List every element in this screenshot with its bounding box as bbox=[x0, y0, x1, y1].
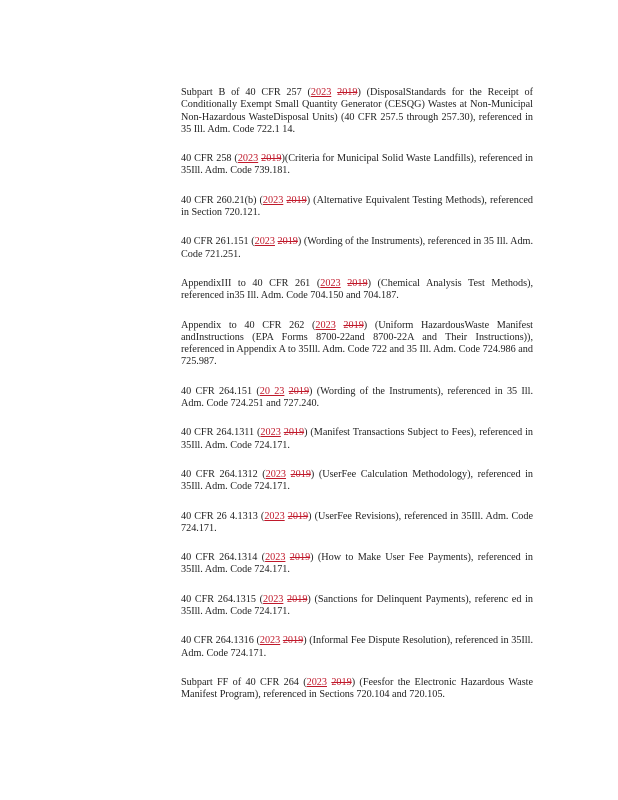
inserted-year: 2023 bbox=[263, 593, 284, 605]
deleted-year: 2019 bbox=[343, 319, 364, 331]
entry-text: ) (Chemical Analysis Test Methods), referenced in35 Ill. Adm. Code 704.150 and 704.187. bbox=[181, 277, 534, 302]
inserted-year: 2023 bbox=[306, 676, 327, 688]
reference-entry bbox=[181, 236, 533, 261]
deleted-year: 2019 bbox=[283, 427, 305, 439]
entry-text: Appendix to 40 CFR 262 ( bbox=[181, 319, 316, 331]
deleted-year: 2019 bbox=[261, 153, 282, 165]
inserted-year: 2023 bbox=[254, 236, 275, 248]
reference-entry bbox=[181, 427, 533, 452]
entry-text: )(Criteria for Municipal Solid Waste Landfills), referenced in 35Ill. Adm. Code 739.181. bbox=[181, 153, 533, 177]
entry-text: 40 CFR 264.151 ( bbox=[181, 385, 260, 397]
inserted-year: 20 23 bbox=[259, 385, 285, 397]
entry-text: 40 CFR 264.1315 ( bbox=[181, 593, 264, 605]
inserted-year: 2023 bbox=[315, 319, 336, 331]
reference-entry bbox=[181, 278, 533, 303]
inserted-year: 2023 bbox=[310, 87, 332, 98]
entry-text: ) (Sanctions for Delinquent Payments), referenc ed in 35Ill. Adm. Code 724.171. bbox=[181, 593, 534, 618]
reference-entry bbox=[181, 87, 533, 136]
reference-entry bbox=[181, 511, 533, 536]
deleted-year: 2019 bbox=[290, 468, 311, 480]
reference-entry bbox=[181, 677, 533, 702]
deleted-year: 2019 bbox=[277, 236, 298, 248]
entry-text: Subpart B of 40 CFR 257 ( bbox=[181, 87, 311, 98]
inserted-year: 2023 bbox=[320, 277, 341, 289]
entry-text: 40 CFR 264.1312 ( bbox=[181, 468, 266, 480]
inserted-year: 2023 bbox=[265, 468, 287, 480]
deleted-year: 2019 bbox=[289, 552, 311, 564]
inserted-year: 2023 bbox=[262, 194, 284, 206]
entry-text: 40 CFR 264.1311 ( bbox=[181, 427, 261, 439]
entry-text: ) (Manifest Transactions Subject to Fees), referenced in 35Ill. Adm. Code 724.171. bbox=[181, 427, 534, 451]
entry-text: ) (Wording of the Instruments), referenced in 35 Ill. Adm. Code 721.251. bbox=[181, 236, 534, 260]
inserted-year: 2023 bbox=[264, 510, 285, 522]
entry-text: 40 CFR 264.1316 ( bbox=[181, 635, 260, 647]
entry-text: ) (Uniform HazardousWaste Manifest andInstructions (EPA Forms 8700-22and 8700-22A and Their Instructions)), referenced in Appendix A to 35Ill. Adm. Code 722 and 35 Ill. Adm. Code 724.986 and 725.987. bbox=[181, 319, 533, 368]
entry-text: ) (Feesfor the Electronic Hazardous Waste Manifest Program), referenced in Sections 720.104 and 720.105. bbox=[181, 676, 534, 701]
deleted-year: 2019 bbox=[337, 87, 358, 98]
entry-text: ) (Alternative Equivalent Testing Methods), referenced in Section 720.121. bbox=[181, 194, 534, 219]
deleted-year: 2019 bbox=[282, 635, 304, 647]
reference-entry bbox=[181, 635, 533, 660]
reference-entry bbox=[181, 469, 533, 494]
reference-entry bbox=[181, 552, 533, 577]
deleted-year: 2019 bbox=[288, 385, 310, 397]
deleted-year: 2019 bbox=[331, 676, 352, 688]
reference-entry bbox=[181, 195, 533, 220]
entry-text: AppendixIII to 40 CFR 261 ( bbox=[181, 277, 321, 289]
reference-entry bbox=[181, 153, 533, 178]
entry-text: ) (Wording of the Instruments), referenced in 35 Ill. Adm. Code 724.251 and 727.240. bbox=[181, 385, 533, 410]
entry-text: 40 CFR 26 4.1313 ( bbox=[181, 510, 265, 522]
inserted-year: 2023 bbox=[265, 552, 286, 564]
inserted-year: 2023 bbox=[237, 153, 259, 165]
entry-text: ) (UserFee Calculation Methodology), referenced in 35Ill. Adm. Code 724.171. bbox=[181, 468, 533, 493]
deleted-year: 2019 bbox=[286, 194, 307, 206]
entry-text: Subpart FF of 40 CFR 264 ( bbox=[181, 676, 307, 688]
reference-entry bbox=[181, 594, 533, 619]
entry-text: ) (UserFee Revisions), referenced in 35Ill. Adm. Code 724.171. bbox=[181, 510, 534, 534]
entry-text: 40 CFR 261.151 ( bbox=[181, 236, 255, 248]
reference-entry bbox=[181, 320, 533, 369]
deleted-year: 2019 bbox=[347, 277, 368, 289]
entry-text: ) (DisposalStandards for the Receipt of Conditionally Exempt Small Quantity Generator (CESQG) Wastes at Non-Municipal Non-Hazardous WasteDisposal Units) (40 CFR 257.5 through 257.30), referenced in 35 Ill. Adm. Code 722.1 14. bbox=[181, 87, 534, 135]
reference-entry bbox=[181, 386, 533, 411]
deleted-year: 2019 bbox=[287, 510, 309, 522]
deleted-year: 2019 bbox=[287, 593, 308, 605]
entry-text: ) (How to Make User Fee Payments), referenced in 35Ill. Adm. Code 724.171. bbox=[181, 552, 533, 576]
inserted-year: 2023 bbox=[260, 427, 281, 439]
document-page bbox=[181, 87, 533, 719]
entry-text: 40 CFR 258 ( bbox=[181, 153, 238, 165]
entry-text: 40 CFR 264.1314 ( bbox=[181, 552, 266, 564]
entry-text: 40 CFR 260.21(b) ( bbox=[181, 194, 263, 206]
inserted-year: 2023 bbox=[259, 635, 281, 647]
entry-text: ) (Informal Fee Dispute Resolution), referenced in 35Ill. Adm. Code 724.171. bbox=[181, 635, 533, 659]
